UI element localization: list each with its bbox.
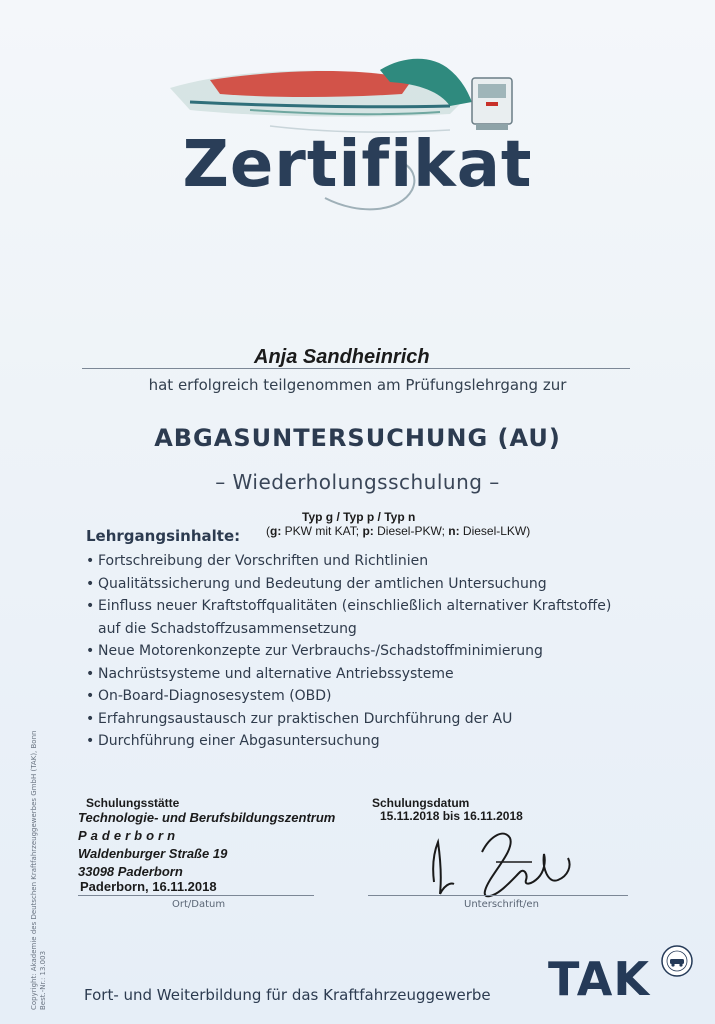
contents-item: • Qualitätssicherung und Bedeutung der amtlichen Untersuchung — [86, 573, 611, 596]
contents-item-continuation: auf die Schadstoffzusammensetzung — [98, 620, 357, 637]
intro-text: hat erfolgreich teilgenommen am Prüfungslehrgang zur — [148, 376, 567, 394]
type-legend — [266, 524, 530, 538]
training-date-range: 15.11.2018 bis 16.11.2018 — [380, 809, 523, 823]
handwritten-signature — [420, 822, 590, 902]
signature-caption: Unterschrift/en — [464, 899, 539, 910]
recipient-name: Anja Sandheinrich — [254, 346, 430, 368]
type-label: Typ g / Typ p / Typ n — [302, 510, 416, 524]
contents-heading: Lehrgangsinhalte: — [86, 527, 241, 545]
venue-address — [78, 809, 335, 881]
copyright-line-2: Best.-Nr.: 13.003 — [39, 950, 47, 1010]
legend-n-text: Diesel-LKW) — [459, 524, 531, 538]
venue-line-3: Waldenburger Straße 19 — [78, 846, 228, 861]
contents-item: • Fortschreibung der Vorschriften und Richtlinien — [86, 550, 611, 573]
name-underline — [82, 368, 630, 369]
contents-item: • Nachrüstsysteme und alternative Antriebssysteme — [86, 663, 611, 686]
training-date-label: Schulungsdatum — [372, 796, 470, 810]
tak-logo: TAK — [548, 952, 651, 1006]
contents-item: • Erfahrungsaustausch zur praktischen Durchführung der AU — [86, 708, 611, 731]
contents-list — [86, 550, 611, 753]
copyright-note — [30, 730, 48, 1010]
legend-g-key: g: — [270, 524, 282, 538]
contents-item: • Durchführung einer Abgasuntersuchung — [86, 730, 611, 753]
signature-line — [368, 895, 628, 896]
course-subtitle: – Wiederholungsschulung – — [215, 470, 500, 494]
tak-seal-icon — [660, 944, 694, 978]
legend-n-key: n: — [448, 524, 460, 538]
certificate-title: Zertifikat — [182, 128, 533, 202]
copyright-line-1: Copyright: Akademie des Deutschen Kraftfahrzeuggewerbes GmbH (TAK), Bonn — [30, 730, 38, 1010]
venue-line-4: 33098 Paderborn — [78, 864, 183, 879]
place-date-caption: Ort/Datum — [172, 899, 226, 910]
legend-open: ( — [266, 524, 270, 538]
place-date-line — [78, 895, 314, 896]
course-title: ABGASUNTERSUCHUNG (AU) — [154, 424, 561, 452]
legend-p-text: Diesel-PKW; — [373, 524, 449, 538]
footer-slogan: Fort- und Weiterbildung für das Kraftfahrzeuggewerbe — [84, 986, 491, 1004]
place-date-value: Paderborn, 16.11.2018 — [80, 879, 217, 894]
contents-item: • Neue Motorenkonzepte zur Verbrauchs-/Schadstoffminimierung — [86, 640, 611, 663]
legend-p-key: p: — [362, 524, 374, 538]
venue-line-2: Paderborn — [78, 828, 180, 843]
venue-label: Schulungsstätte — [86, 796, 180, 810]
venue-line-1: Technologie- und Berufsbildungszentrum — [78, 810, 336, 825]
contents-item: • Einfluss neuer Kraftstoffqualitäten (einschließlich alternativer Kraftstoffe) — [86, 595, 611, 618]
contents-item: • On-Board-Diagnosesystem (OBD) — [86, 685, 611, 708]
legend-g-text: PKW mit KAT; — [281, 524, 363, 538]
